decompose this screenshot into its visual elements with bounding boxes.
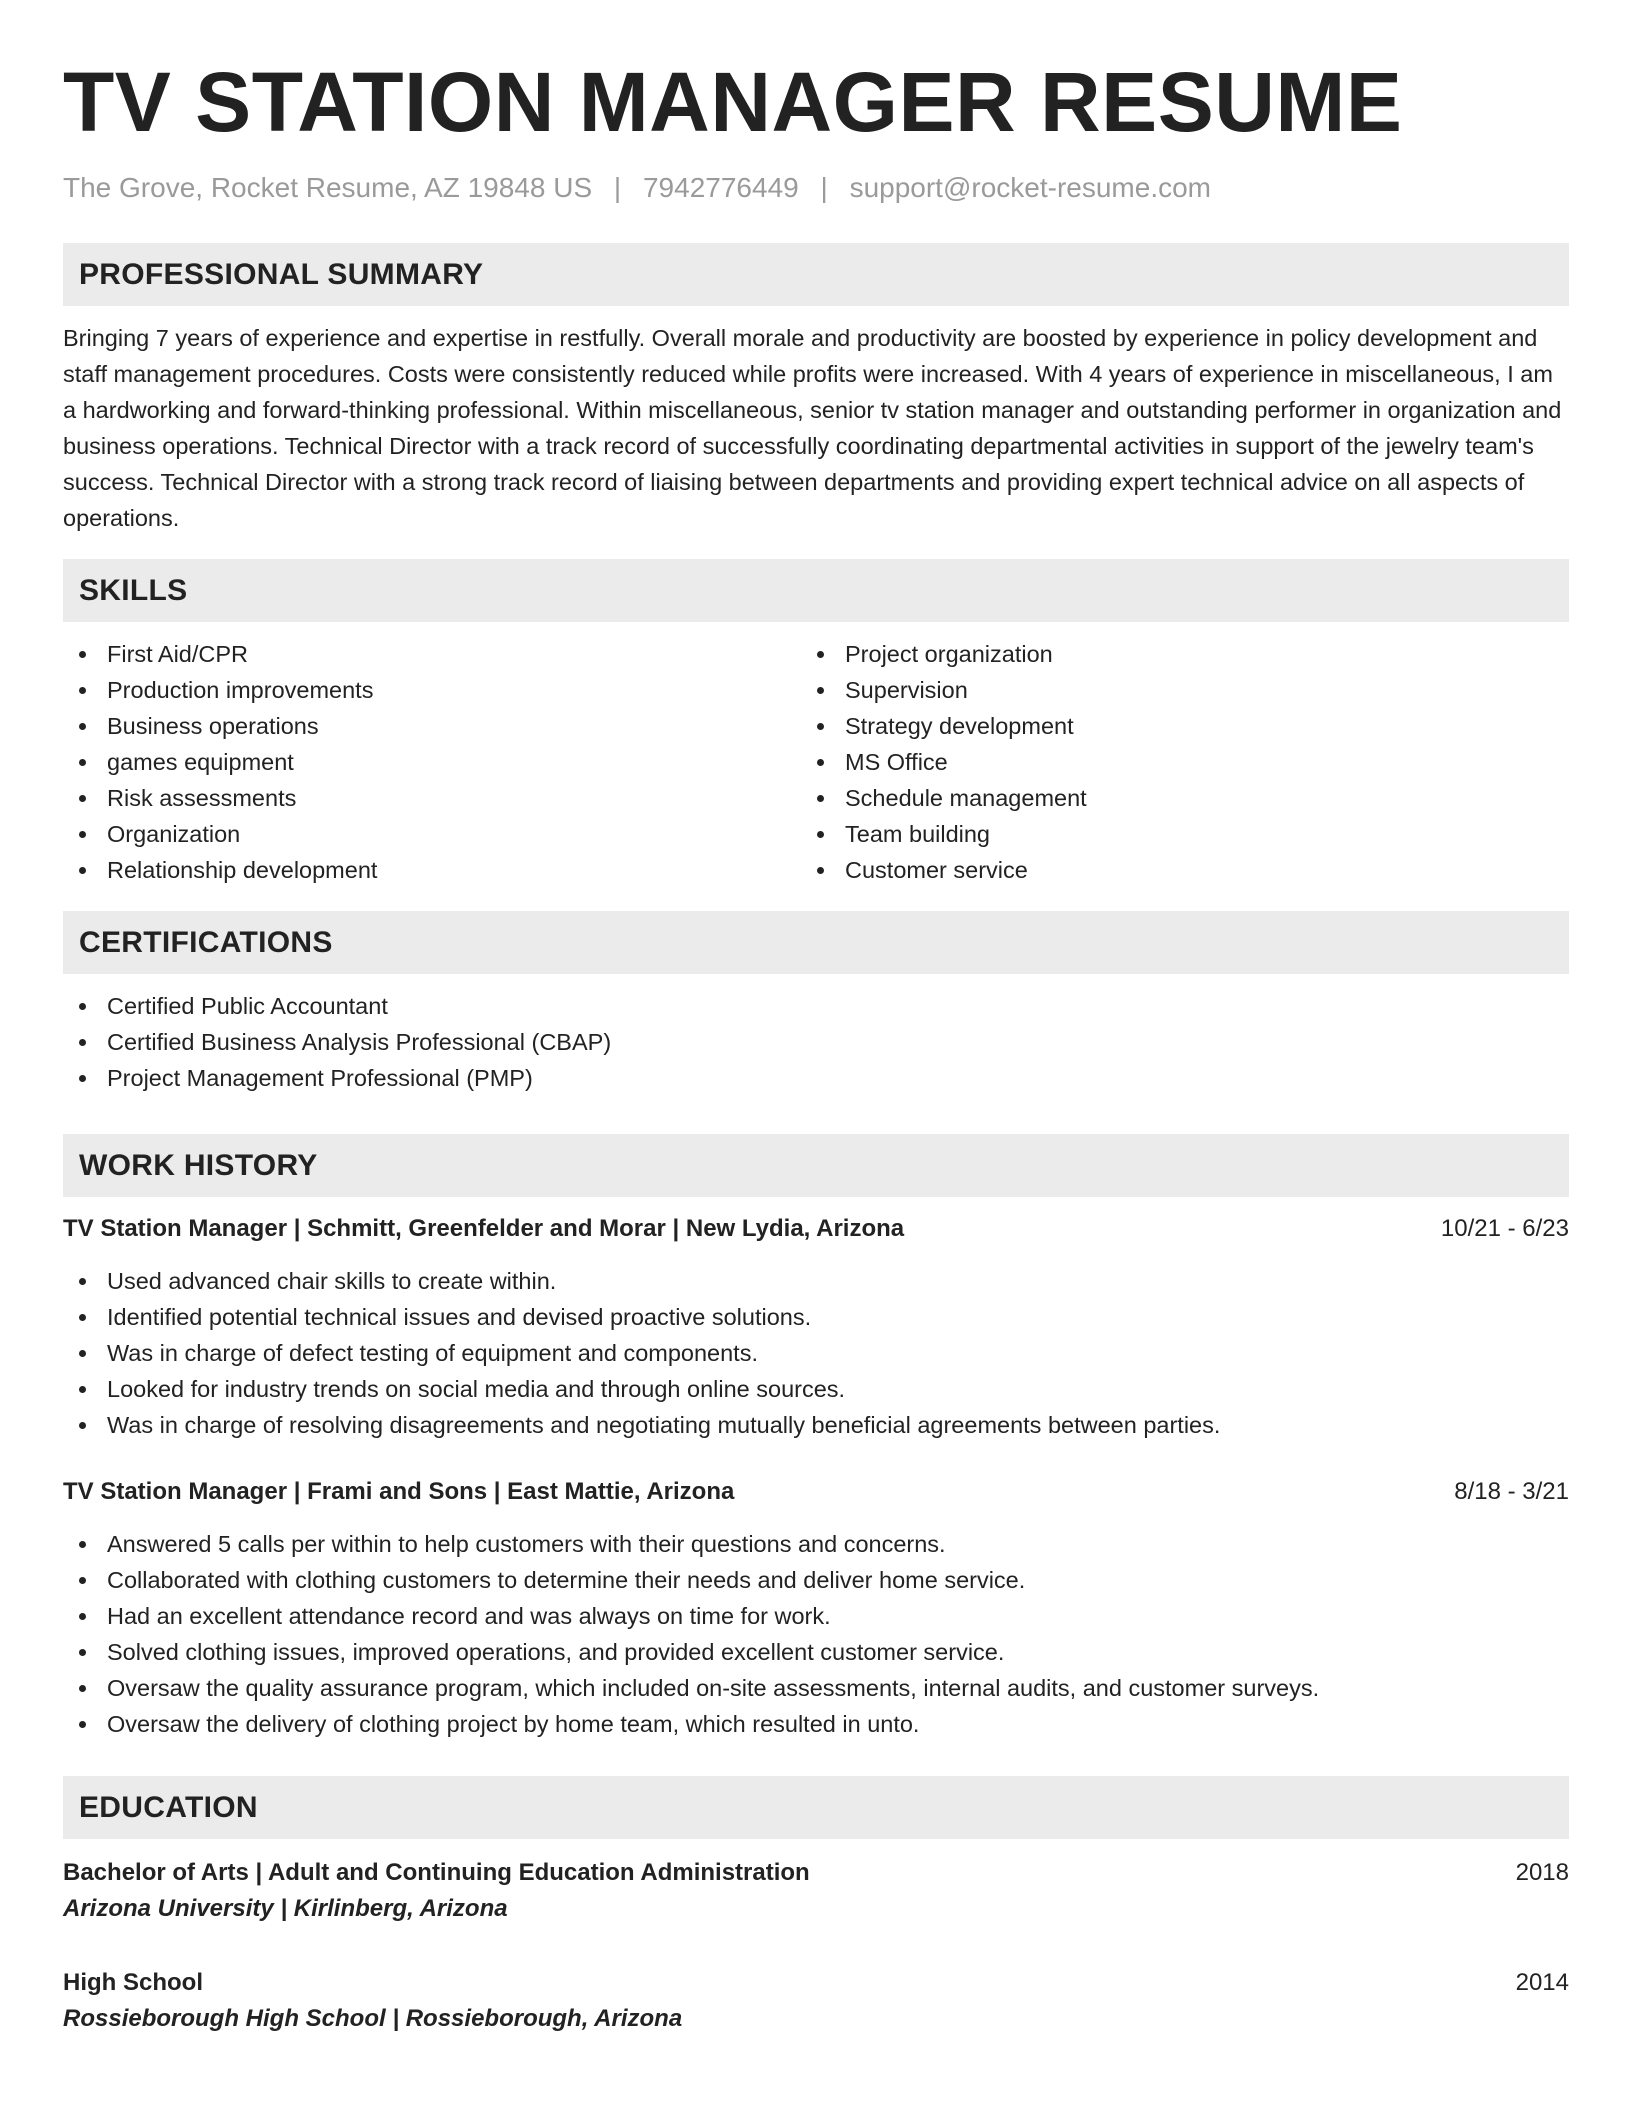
job-bullet: Answered 5 calls per within to help customers with their questions and concerns. — [63, 1526, 1569, 1562]
contact-email: support@rocket-resume.com — [849, 172, 1211, 203]
job-entry — [63, 1211, 1569, 1443]
education-header — [63, 1855, 1569, 1891]
skill-item: Risk assessments — [63, 780, 801, 816]
education-year: 2014 — [1515, 1969, 1569, 1996]
job-bullets — [63, 1263, 1569, 1443]
job-bullet: Collaborated with clothing customers to determine their needs and deliver home service. — [63, 1562, 1569, 1598]
job-bullet: Was in charge of resolving disagreements and negotiating mutually beneficial agreements between parties. — [63, 1407, 1569, 1443]
skill-item: First Aid/CPR — [63, 636, 801, 672]
job-header — [63, 1474, 1569, 1510]
skills-section-header: SKILLS — [63, 559, 1569, 622]
skill-item: games equipment — [63, 744, 801, 780]
certifications-section-header: CERTIFICATIONS — [63, 911, 1569, 974]
skills-grid — [63, 636, 1569, 888]
certifications-list — [63, 988, 1569, 1096]
job-bullet: Identified potential technical issues and devised proactive solutions. — [63, 1299, 1569, 1335]
job-bullet: Was in charge of defect testing of equipment and components. — [63, 1335, 1569, 1371]
certification-item: Certified Business Analysis Professional (CBAP) — [63, 1024, 1569, 1060]
skill-item: Team building — [801, 816, 1539, 852]
education-degree: Bachelor of Arts | Adult and Continuing Education Administration — [63, 1859, 810, 1886]
job-bullet: Oversaw the quality assurance program, which included on-site assessments, internal audits, and customer surveys. — [63, 1670, 1569, 1706]
skill-item: Relationship development — [63, 852, 801, 888]
job-dates: 8/18 - 3/21 — [1454, 1478, 1569, 1505]
job-bullet: Had an excellent attendance record and was always on time for work. — [63, 1598, 1569, 1634]
education-entry — [63, 1965, 1569, 2037]
job-entry — [63, 1474, 1569, 1742]
summary-text: Bringing 7 years of experience and expertise in restfully. Overall morale and productivity are boosted by experience in policy development and staff management procedures. Costs were consistently reduced while profits were increased. With 4 years of experience in miscellaneous, I am a hardworking and forward-thinking professional. Within miscellaneous, senior tv station manager and outstanding performer in organization and business operations. Technical Director with a track record of successfully coordinating departmental activities in support of the jewelry team's success. Technical Director with a strong track record of liaising between departments and providing expert technical advice on all aspects of operations. — [63, 325, 1562, 531]
education-school: Rossieborough High School | Rossieborough, Arizona — [63, 2005, 683, 2032]
job-bullets — [63, 1526, 1569, 1742]
skills-left-column — [63, 636, 801, 888]
skill-item: Supervision — [801, 672, 1539, 708]
contact-separator: | — [820, 172, 828, 203]
skill-item: Production improvements — [63, 672, 801, 708]
job-title: TV Station Manager | Frami and Sons | East Mattie, Arizona — [63, 1478, 735, 1505]
contact-line — [63, 168, 1569, 208]
skill-item: Project organization — [801, 636, 1539, 672]
job-header — [63, 1211, 1569, 1247]
job-dates: 10/21 - 6/23 — [1440, 1215, 1569, 1242]
skill-item: Business operations — [63, 708, 801, 744]
skill-item: Schedule management — [801, 780, 1539, 816]
job-bullet: Looked for industry trends on social media and through online sources. — [63, 1371, 1569, 1407]
skills-right-column — [801, 636, 1539, 888]
resume-title: TV STATION MANAGER RESUME — [63, 55, 1403, 149]
job-title: TV Station Manager | Schmitt, Greenfelder and Morar | New Lydia, Arizona — [63, 1215, 905, 1242]
skill-item: Organization — [63, 816, 801, 852]
summary-section-header: PROFESSIONAL SUMMARY — [63, 243, 1569, 306]
education-year: 2018 — [1515, 1859, 1569, 1886]
certification-item: Certified Public Accountant — [63, 988, 1569, 1024]
education-school: Arizona University | Kirlinberg, Arizona — [63, 1895, 508, 1922]
skill-item: Strategy development — [801, 708, 1539, 744]
education-degree: High School — [63, 1969, 203, 1996]
education-entry — [63, 1855, 1569, 1927]
job-bullet: Solved clothing issues, improved operations, and provided excellent customer service. — [63, 1634, 1569, 1670]
education-header — [63, 1965, 1569, 2001]
job-bullet: Oversaw the delivery of clothing project by home team, which resulted in unto. — [63, 1706, 1569, 1742]
contact-phone: 7942776449 — [642, 172, 799, 203]
skill-item: MS Office — [801, 744, 1539, 780]
certification-item: Project Management Professional (PMP) — [63, 1060, 1569, 1096]
skill-item: Customer service — [801, 852, 1539, 888]
contact-address: The Grove, Rocket Resume, AZ 19848 US — [63, 172, 593, 203]
contact-separator: | — [613, 172, 622, 203]
work-history-section-header: WORK HISTORY — [63, 1134, 1569, 1197]
job-bullet: Used advanced chair skills to create within. — [63, 1263, 1569, 1299]
education-section-header: EDUCATION — [63, 1776, 1569, 1839]
